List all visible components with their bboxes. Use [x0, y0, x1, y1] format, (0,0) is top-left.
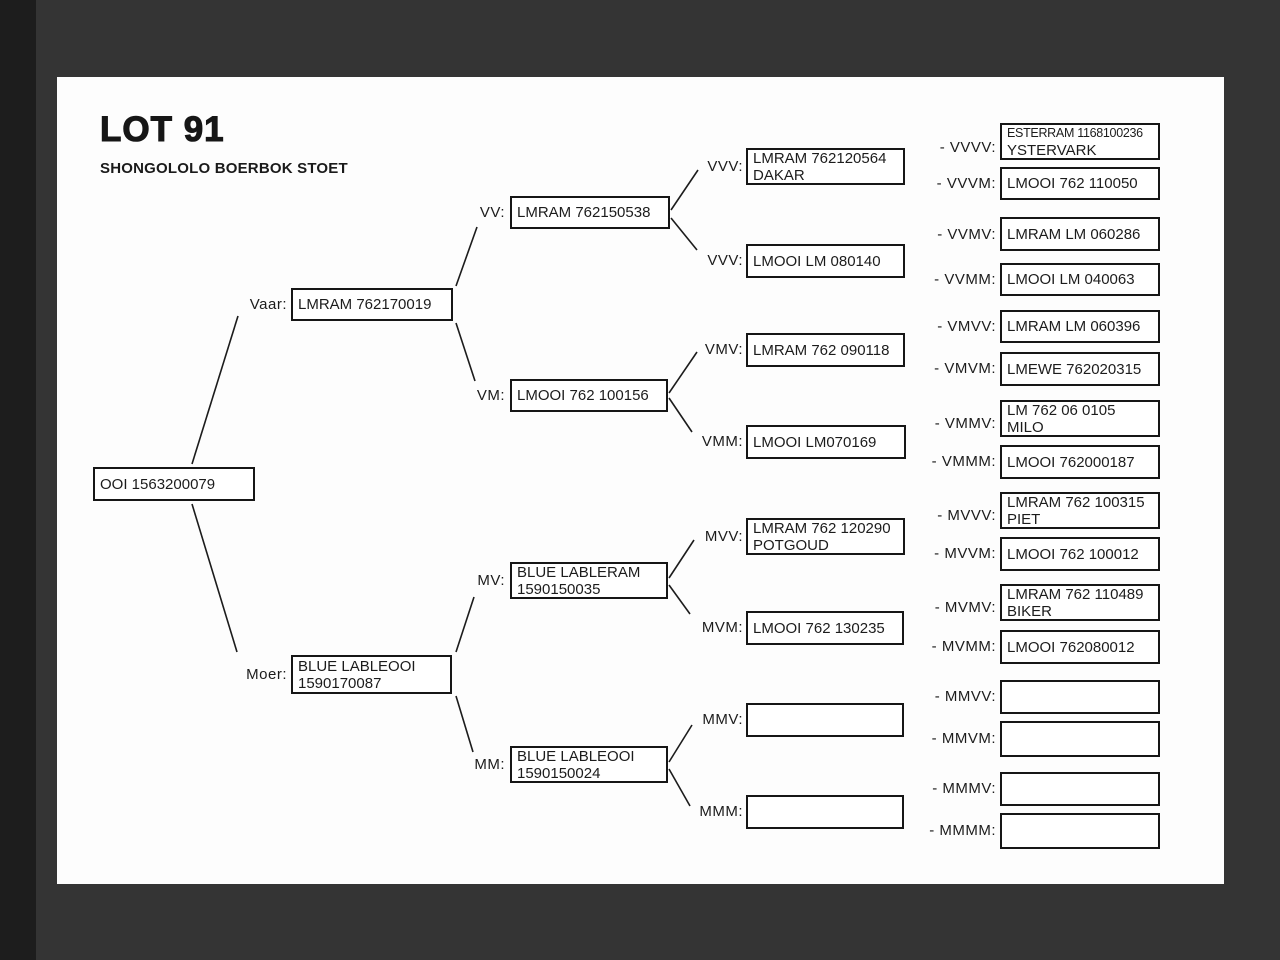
- label-mm: MM:: [474, 756, 505, 773]
- node-line: LMRAM 762 100315: [1007, 493, 1145, 511]
- label-mvmm: - MVMM:: [931, 638, 996, 655]
- node-line: 1590170087: [298, 674, 382, 692]
- pedigree-node-vmm: [746, 425, 906, 459]
- node-line: YSTERVARK: [1007, 141, 1097, 159]
- label-mvmv: - MVMV:: [934, 599, 996, 616]
- node-line: OOI 1563200079: [100, 475, 216, 493]
- node-line: LMRAM 762 110489: [1007, 585, 1144, 603]
- label-mvm: MVM:: [701, 619, 743, 636]
- node-line: ESTERRAM 1168100236: [1007, 125, 1143, 140]
- node-line: BLUE LABLEOOI: [517, 747, 635, 765]
- label-vvm: VVV:: [707, 252, 743, 269]
- scan-edge-band: [0, 0, 36, 960]
- node-line: BLUE LABLERAM: [517, 563, 641, 581]
- pedigree-node-mvv: [746, 518, 905, 555]
- node-line: LMOOI LM 080140: [753, 252, 881, 270]
- label-mmmm: - MMMM:: [929, 822, 996, 839]
- node-line: BIKER: [1007, 602, 1053, 620]
- label-vaar: Vaar:: [249, 296, 287, 313]
- pedigree-node-vmmv: [1000, 400, 1160, 437]
- node-line: LMRAM LM 060286: [1007, 225, 1141, 243]
- pedigree-node-vmvm: [1000, 352, 1160, 386]
- node-line: PIET: [1007, 510, 1041, 528]
- pedigree-node-vvmm: [1000, 263, 1160, 296]
- label-vmmm: - VMMM:: [931, 453, 996, 470]
- pedigree-node-mvmv: [1000, 584, 1160, 621]
- lot-title: LOT 91: [100, 110, 225, 149]
- node-line: POTGOUD: [753, 536, 829, 554]
- node-line: LMRAM 762 090118: [753, 341, 890, 359]
- label-vm: VM:: [476, 387, 505, 404]
- node-line: LMRAM 762150538: [517, 204, 651, 221]
- label-mmvm: - MMVM:: [931, 730, 996, 747]
- label-mvvm: - MVVM:: [934, 545, 996, 562]
- label-mvv: MVV:: [704, 528, 743, 545]
- pedigree-node-mvvm: [1000, 537, 1160, 571]
- label-moer: Moer:: [246, 666, 287, 683]
- label-vvvm: - VVVM:: [936, 175, 996, 192]
- label-mmm: MMM:: [699, 803, 743, 820]
- node-line: LM 762 06 0105: [1007, 401, 1116, 419]
- node-line: LMOOI 762 130235: [753, 619, 885, 637]
- label-mmvv: - MMVV:: [934, 688, 996, 705]
- label-vmmv: - VMMV:: [934, 415, 996, 432]
- label-vmm: VMM:: [701, 433, 743, 450]
- node-line: 1590150024: [517, 764, 601, 782]
- pedigree-node-mmmm: [1000, 813, 1160, 849]
- pedigree-node-mvm: [746, 611, 904, 645]
- label-mmmv: - MMMV:: [932, 780, 996, 797]
- pedigree-node-mv: [510, 562, 668, 599]
- label-vvmm: - VVMM:: [934, 271, 996, 288]
- pedigree-node-vmvv: [1000, 310, 1160, 343]
- node-line: LMRAM 762120564: [753, 149, 887, 167]
- pedigree-node-vmv: [746, 333, 905, 367]
- pedigree-node-vvvm: [1000, 167, 1160, 200]
- pedigree-page: [57, 77, 1224, 884]
- pedigree-node-mvmm: [1000, 630, 1160, 664]
- label-vvv: VVV:: [707, 158, 743, 175]
- pedigree-node-mmvm: [1000, 721, 1160, 757]
- node-line: LMEWE 762020315: [1007, 360, 1142, 378]
- stud-name: SHONGOLOLO BOERBOK STOET: [100, 160, 348, 177]
- label-vmv: VMV:: [704, 341, 743, 358]
- pedigree-node-moer: [291, 655, 452, 694]
- node-line: LMOOI 762000187: [1007, 453, 1135, 471]
- pedigree-node-vvmv: [1000, 217, 1160, 251]
- pedigree-node-vv: [510, 196, 670, 229]
- node-line: DAKAR: [753, 166, 805, 184]
- node-line: LMOOI 762 100012: [1007, 545, 1139, 563]
- pedigree-node-mmv: [746, 703, 904, 737]
- pedigree-node-vvvv: [1000, 123, 1160, 160]
- pedigree-node-vaar: [291, 288, 453, 321]
- pedigree-node-mm: [510, 746, 668, 783]
- label-mvvv: - MVVV:: [937, 507, 996, 524]
- node-line: BLUE LABLEOOI: [298, 657, 416, 675]
- node-line: LMRAM 762170019: [298, 296, 432, 313]
- node-line: LMRAM 762 120290: [753, 519, 891, 537]
- node-line: LMOOI LM 040063: [1007, 271, 1135, 288]
- pedigree-node-mvvv: [1000, 492, 1160, 529]
- node-line: LMRAM LM 060396: [1007, 318, 1141, 335]
- pedigree-node-vvv: [746, 148, 905, 185]
- pedigree-node-mmvv: [1000, 680, 1160, 714]
- pedigree-node-vvm: [746, 244, 905, 278]
- label-mv: MV:: [477, 572, 505, 589]
- label-vmvv: - VMVV:: [937, 318, 996, 335]
- label-vvmv: - VVMV:: [937, 226, 996, 243]
- pedigree-node-subject: [93, 467, 255, 501]
- node-line: LMOOI LM070169: [753, 433, 877, 451]
- node-line: MILO: [1007, 418, 1044, 436]
- node-line: LMOOI 762080012: [1007, 638, 1135, 656]
- pedigree-node-mmm: [746, 795, 904, 829]
- node-line: 1590150035: [517, 580, 601, 598]
- label-vvvv: - VVVV:: [939, 139, 996, 156]
- pedigree-node-vmmm: [1000, 445, 1160, 479]
- pedigree-node-mmmv: [1000, 772, 1160, 806]
- node-line: LMOOI 762 100156: [517, 387, 649, 404]
- label-vv: VV:: [479, 204, 505, 221]
- node-line: LMOOI 762 110050: [1007, 175, 1138, 192]
- label-vmvm: - VMVM:: [934, 360, 996, 377]
- pedigree-node-vm: [510, 379, 668, 412]
- label-mmv: MMV:: [702, 711, 743, 728]
